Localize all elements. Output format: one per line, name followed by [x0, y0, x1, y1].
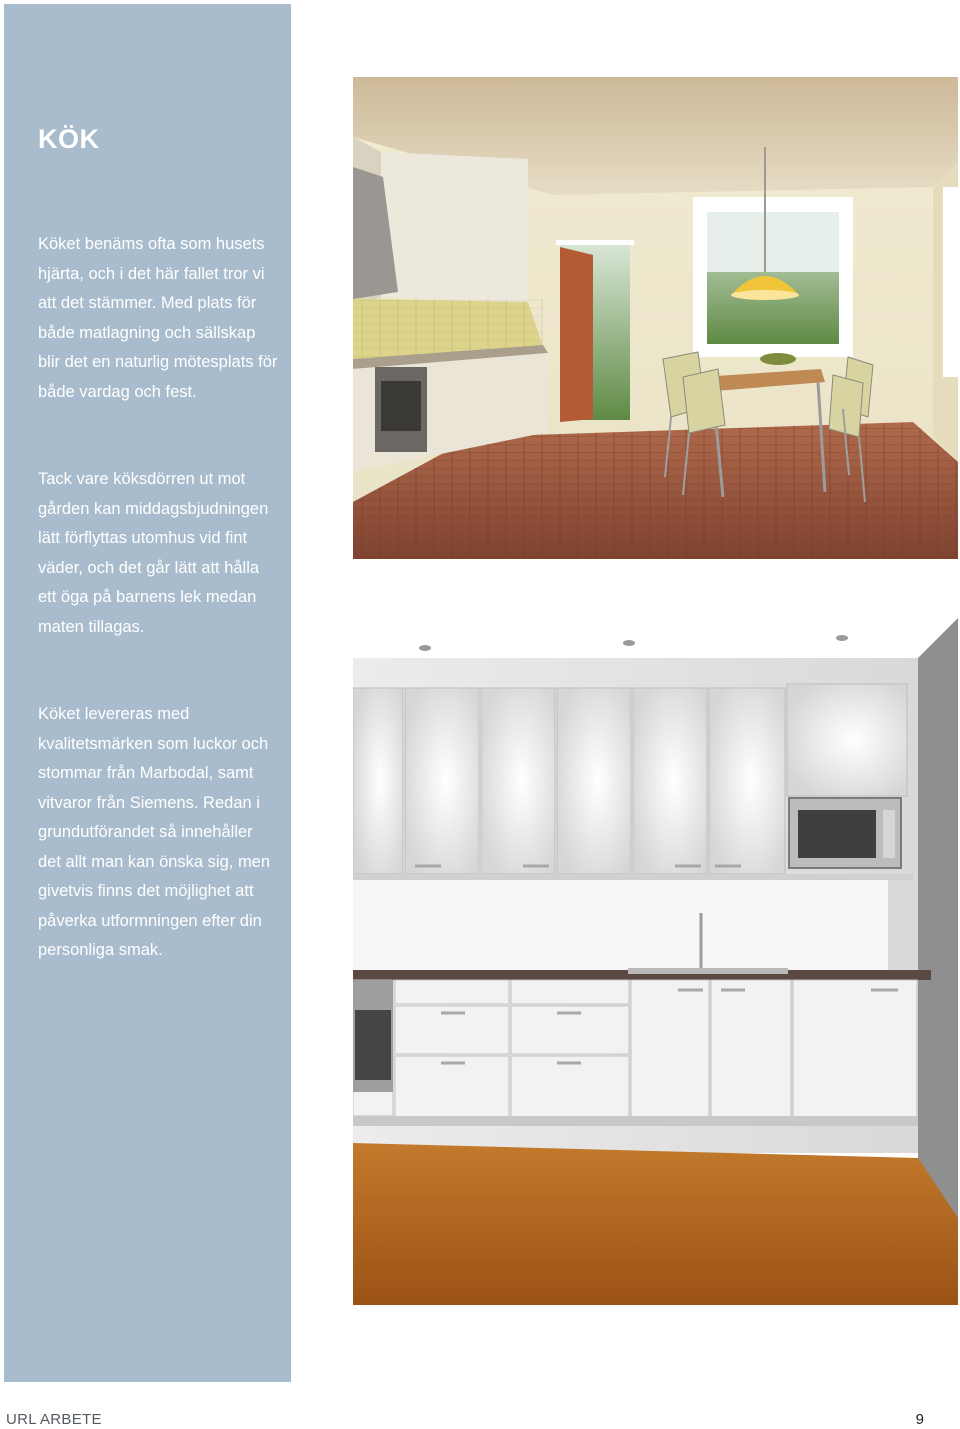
- sidebar-panel: [4, 4, 291, 1382]
- footer-brand: URL ARBETE: [6, 1411, 102, 1428]
- page-number: 9: [915, 1411, 924, 1428]
- brands-paragraph: Köket levereras med kvalitetsmärken som luckor och stommar från Marbodal, samt vitvaror från Siemens. Redan i grundutförandet så innehåller det allt man kan önska sig, men givetvis finns det möjlighet att påverka utformningen efter din personliga smak.: [38, 705, 271, 959]
- intro-paragraph: Köket benäms ofta som husets hjärta, och i det här fallet tror vi att det stämmer. Med plats för både matlagning och sällskap blir det en naturlig mötesplats för både vardag och fest.: [38, 235, 278, 401]
- section-title: KÖK: [38, 124, 100, 154]
- white-kitchen-rendering: [353, 618, 958, 1305]
- kitchen-dining-rendering: [353, 77, 958, 559]
- door-paragraph: Tack vare köksdörren ut mot gården kan middagsbjudningen lätt förflyttas utomhus vid fint väder, och det går lätt att hålla ett öga på barnens lek medan maten tillagas.: [38, 470, 269, 636]
